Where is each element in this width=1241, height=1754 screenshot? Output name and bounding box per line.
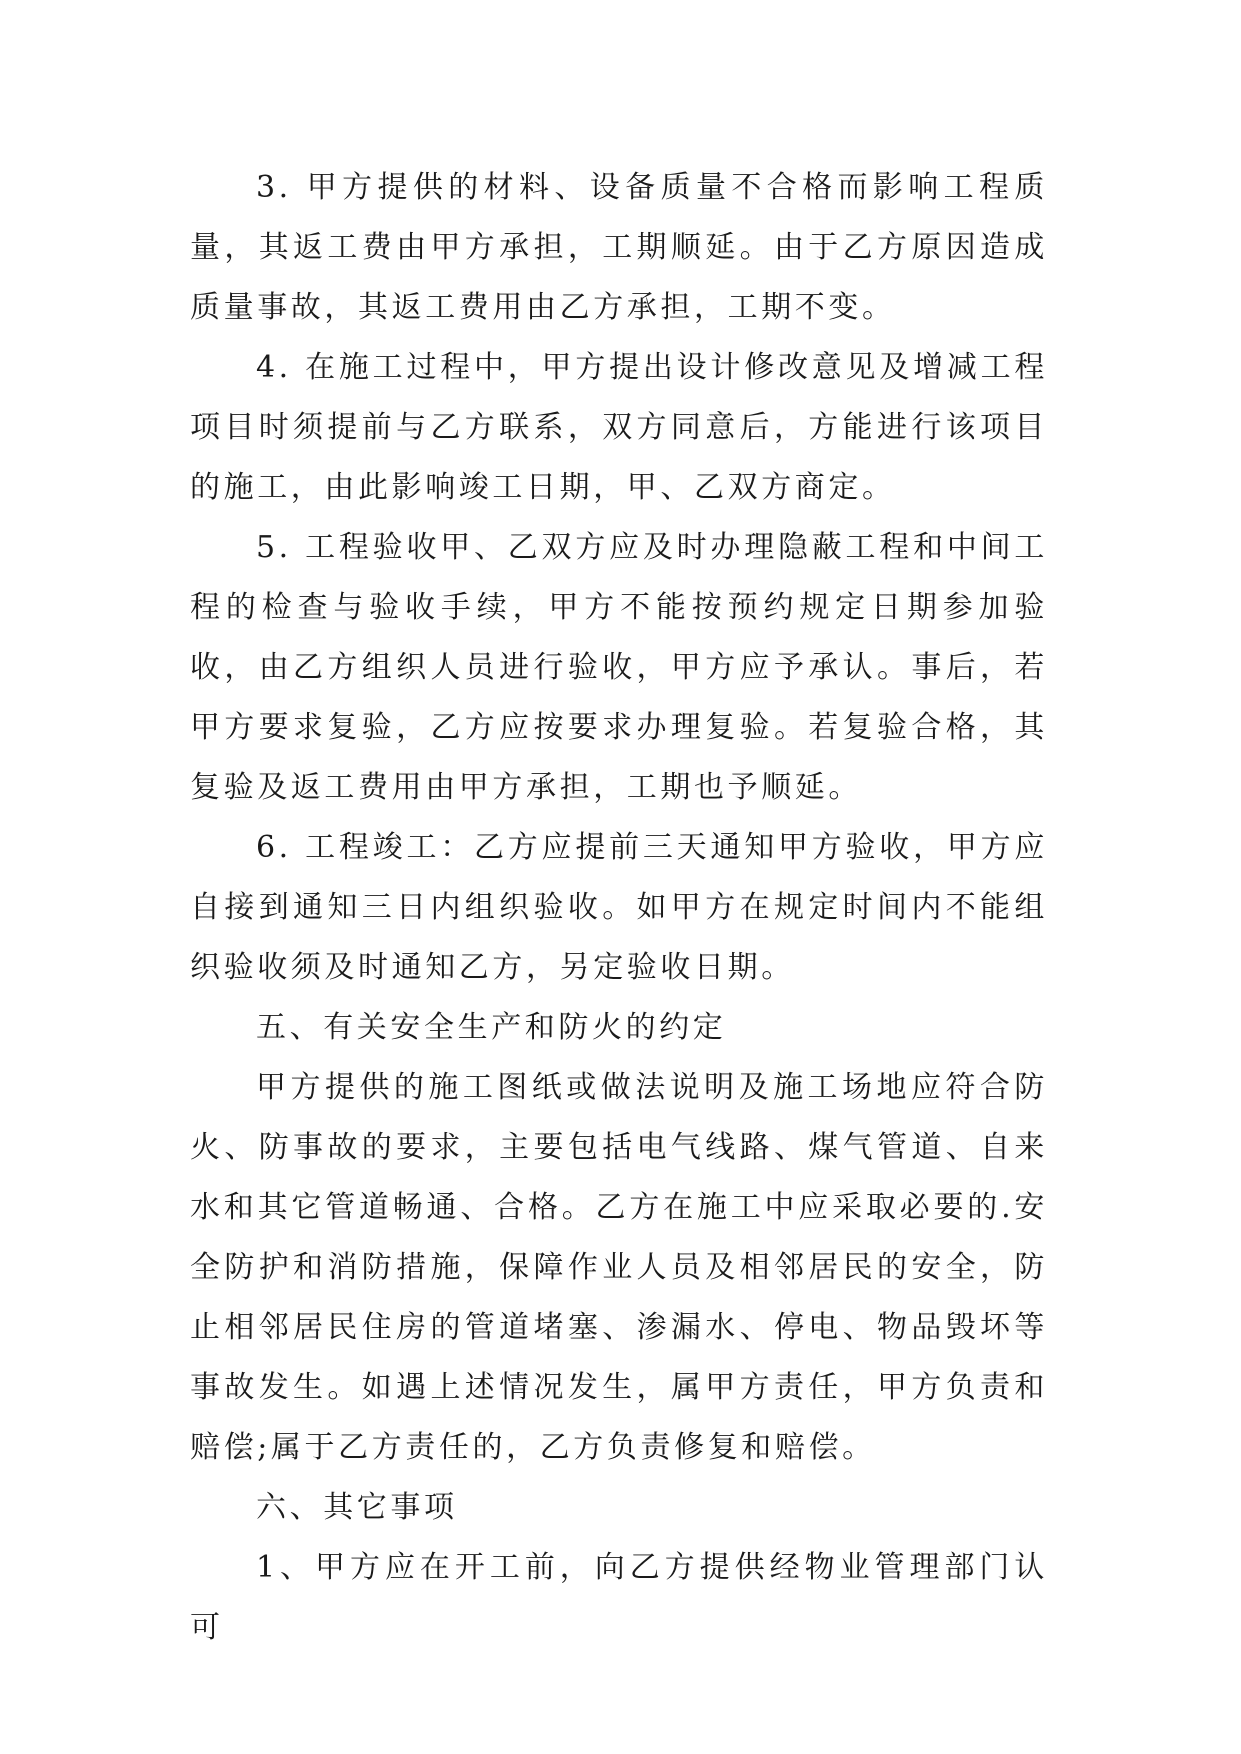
document-body — [190, 158, 1048, 1658]
paragraph-clause-5: 5. 工程验收甲、乙双方应及时办理隐蔽工程和中间工程的检查与验收手续，甲方不能按预约规定日期参加验收，由乙方组织人员进行验收，甲方应予承认。事后，若甲方要求复验，乙方应按要求办理复验。若复验合格，其复验及返工费用由甲方承担，工期也予顺延。 — [190, 530, 1048, 805]
section-heading-other: 六、其它事项 — [256, 1490, 458, 1525]
paragraph-clause-4: 4. 在施工过程中，甲方提出设计修改意见及增减工程项目时须提前与乙方联系，双方同意后，方能进行该项目的施工，由此影响竣工日期，甲、乙双方商定。 — [190, 350, 1048, 505]
paragraph-other-1: 1、甲方应在开工前，向乙方提供经物业管理部门认可 — [190, 1550, 1048, 1645]
paragraph-clause-3: 3. 甲方提供的材料、设备质量不合格而影响工程质量，其返工费由甲方承担，工期顺延。由于乙方原因造成质量事故，其返工费用由乙方承担，工期不变。 — [190, 170, 1048, 325]
section-heading-safety: 五、有关安全生产和防火的约定 — [256, 1010, 727, 1045]
paragraph-clause-6: 6. 工程竣工：乙方应提前三天通知甲方验收，甲方应自接到通知三日内组织验收。如甲方在规定时间内不能组织验收须及时通知乙方，另定验收日期。 — [190, 830, 1048, 985]
paragraph-safety: 甲方提供的施工图纸或做法说明及施工场地应符合防火、防事故的要求，主要包括电气线路、煤气管道、自来水和其它管道畅通、合格。乙方在施工中应采取必要的.安全防护和消防措施，保障作业人员及相邻居民的安全，防止相邻居民住房的管道堵塞、渗漏水、停电、物品毁坏等事故发生。如遇上述情况发生，属甲方责任，甲方负责和赔偿;属于乙方责任的，乙方负责修复和赔偿。 — [190, 1070, 1048, 1465]
